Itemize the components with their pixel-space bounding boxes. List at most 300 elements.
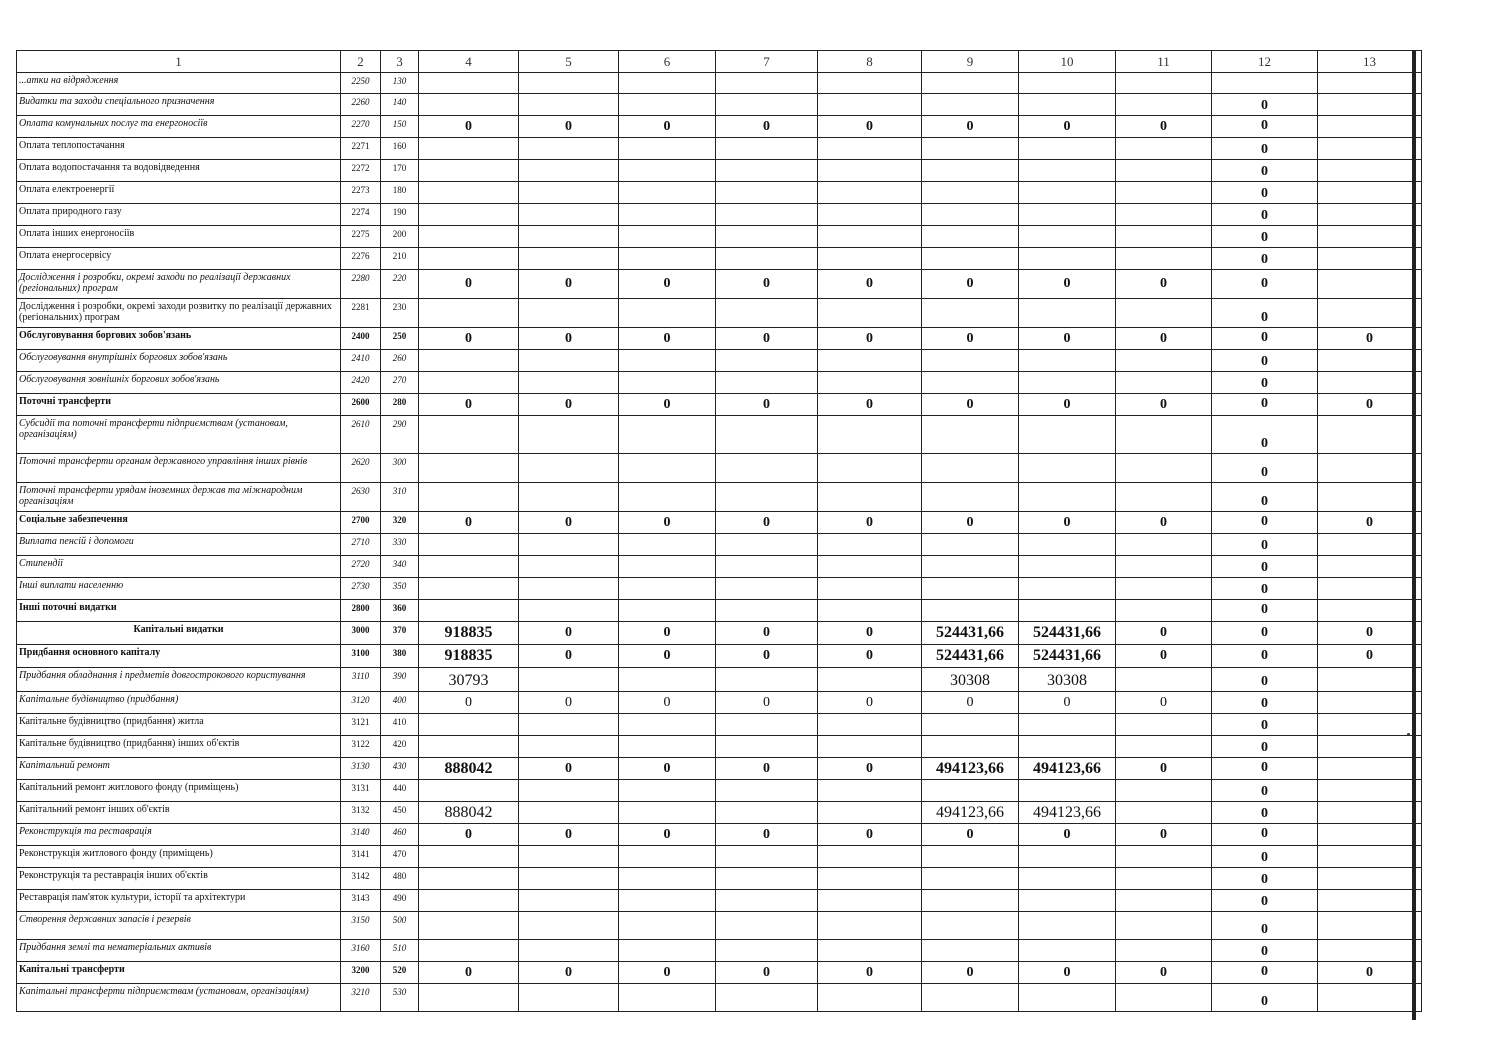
value-cell-col9 [922, 138, 1019, 160]
value-cell-col9: 0 [922, 394, 1019, 416]
value-cell-col10 [1019, 483, 1116, 512]
value-cell-col7 [716, 483, 818, 512]
value-cell-col5: 0 [519, 116, 619, 138]
value-cell-col8 [818, 534, 922, 556]
value-cell-col7 [716, 534, 818, 556]
value-cell-col11: 0 [1116, 270, 1212, 299]
value-cell-col11 [1116, 780, 1212, 802]
value-cell-col5: 0 [519, 758, 619, 780]
header-cell: 7 [716, 51, 818, 73]
value-cell-col12: 0 [1212, 802, 1318, 824]
value-cell-col13 [1318, 578, 1422, 600]
value-cell-col8 [818, 138, 922, 160]
value-cell-col11 [1116, 600, 1212, 622]
value-cell-col7: 0 [716, 394, 818, 416]
value-cell-col8: 0 [818, 328, 922, 350]
value-cell-col12: 0 [1212, 780, 1318, 802]
row-code-cell: 3122 [341, 736, 381, 758]
value-cell-col12: 0 [1212, 328, 1318, 350]
value-cell-col12: 0 [1212, 868, 1318, 890]
value-cell-col7: 0 [716, 962, 818, 984]
table-row [17, 736, 1422, 758]
value-cell-col10: 0 [1019, 328, 1116, 350]
table-row [17, 534, 1422, 556]
value-cell-col10 [1019, 600, 1116, 622]
value-cell-col4: 0 [419, 328, 519, 350]
value-cell-col8: 0 [818, 645, 922, 668]
value-cell-col10: 524431,66 [1019, 622, 1116, 645]
row-code-cell: 3160 [341, 940, 381, 962]
value-cell-col12: 0 [1212, 350, 1318, 372]
row-code-cell: 3210 [341, 984, 381, 1012]
value-cell-col11 [1116, 372, 1212, 394]
value-cell-col6 [619, 600, 716, 622]
value-cell-col7 [716, 138, 818, 160]
value-cell-col5 [519, 600, 619, 622]
value-cell-col8 [818, 714, 922, 736]
value-cell-col8 [818, 940, 922, 962]
value-cell-col12: 0 [1212, 94, 1318, 116]
value-cell-col8: 0 [818, 692, 922, 714]
value-cell-col9 [922, 868, 1019, 890]
value-cell-col6 [619, 204, 716, 226]
value-cell-col9: 494123,66 [922, 758, 1019, 780]
row-name-cell: Капітальний ремонт [17, 758, 341, 780]
value-cell-col8 [818, 226, 922, 248]
row-line-cell: 130 [381, 73, 419, 94]
row-code-cell: 3000 [341, 622, 381, 645]
value-cell-col9 [922, 483, 1019, 512]
table-row [17, 940, 1422, 962]
value-cell-col7 [716, 556, 818, 578]
value-cell-col4: 0 [419, 692, 519, 714]
table-row [17, 138, 1422, 160]
row-name-cell: Поточні трансферти [17, 394, 341, 416]
value-cell-col5 [519, 912, 619, 940]
value-cell-col10 [1019, 912, 1116, 940]
value-cell-col12: 0 [1212, 248, 1318, 270]
value-cell-col7 [716, 912, 818, 940]
row-line-cell: 290 [381, 416, 419, 454]
value-cell-col13: 0 [1318, 645, 1422, 668]
value-cell-col5 [519, 73, 619, 94]
value-cell-col6 [619, 483, 716, 512]
value-cell-col4 [419, 416, 519, 454]
value-cell-col4 [419, 600, 519, 622]
row-code-cell: 2272 [341, 160, 381, 182]
value-cell-col8: 0 [818, 270, 922, 299]
row-line-cell: 340 [381, 556, 419, 578]
row-line-cell: 470 [381, 846, 419, 868]
value-cell-col6 [619, 182, 716, 204]
row-name-cell: Капітальне будівництво (придбання) житла [17, 714, 341, 736]
value-cell-col12: 0 [1212, 204, 1318, 226]
value-cell-col5: 0 [519, 824, 619, 846]
value-cell-col9 [922, 890, 1019, 912]
table-row [17, 912, 1422, 940]
row-name-cell: Капітальні видатки [17, 622, 341, 645]
value-cell-col12: 0 [1212, 270, 1318, 299]
value-cell-col11 [1116, 182, 1212, 204]
value-cell-col4 [419, 534, 519, 556]
table-row [17, 802, 1422, 824]
row-code-cell: 2260 [341, 94, 381, 116]
row-code-cell: 2280 [341, 270, 381, 299]
row-name-cell: Дослідження і розробки, окремі заходи по реалізації державних (регіональних) програм [17, 270, 341, 299]
table-row [17, 890, 1422, 912]
value-cell-col5 [519, 226, 619, 248]
value-cell-col13 [1318, 736, 1422, 758]
value-cell-col12: 0 [1212, 534, 1318, 556]
value-cell-col10 [1019, 846, 1116, 868]
value-cell-col12: 0 [1212, 116, 1318, 138]
value-cell-col10: 0 [1019, 692, 1116, 714]
value-cell-col6 [619, 736, 716, 758]
row-code-cell: 2620 [341, 454, 381, 483]
header-cell: 4 [419, 51, 519, 73]
value-cell-col4: 918835 [419, 645, 519, 668]
header-cell: 1 [17, 51, 341, 73]
value-cell-col10: 0 [1019, 962, 1116, 984]
row-line-cell: 380 [381, 645, 419, 668]
table-row [17, 483, 1422, 512]
value-cell-col4 [419, 890, 519, 912]
row-name-cell: Поточні трансферти урядам іноземних держав та міжнародним організаціям [17, 483, 341, 512]
value-cell-col6 [619, 668, 716, 692]
value-cell-col11 [1116, 912, 1212, 940]
value-cell-col9 [922, 299, 1019, 328]
row-line-cell: 180 [381, 182, 419, 204]
value-cell-col9: 494123,66 [922, 802, 1019, 824]
row-line-cell: 450 [381, 802, 419, 824]
value-cell-col11 [1116, 299, 1212, 328]
row-name-cell: Оплата теплопостачання [17, 138, 341, 160]
row-name-cell: Дослідження і розробки, окремі заходи розвитку по реалізації державних (регіональних) програм [17, 299, 341, 328]
value-cell-col7 [716, 372, 818, 394]
value-cell-col11: 0 [1116, 758, 1212, 780]
value-cell-col9 [922, 416, 1019, 454]
row-line-cell: 330 [381, 534, 419, 556]
row-line-cell: 360 [381, 600, 419, 622]
value-cell-col7 [716, 416, 818, 454]
value-cell-col10 [1019, 94, 1116, 116]
value-cell-col5 [519, 350, 619, 372]
value-cell-col6 [619, 780, 716, 802]
row-code-cell: 2274 [341, 204, 381, 226]
table-row [17, 692, 1422, 714]
value-cell-col8: 0 [818, 116, 922, 138]
row-name-cell: Капітальне будівництво (придбання) інших об'єктів [17, 736, 341, 758]
value-cell-col9 [922, 984, 1019, 1012]
value-cell-col8 [818, 372, 922, 394]
row-name-cell: Інші поточні видатки [17, 600, 341, 622]
value-cell-col13 [1318, 556, 1422, 578]
value-cell-col13 [1318, 758, 1422, 780]
value-cell-col7 [716, 668, 818, 692]
value-cell-col13 [1318, 940, 1422, 962]
value-cell-col8: 0 [818, 394, 922, 416]
row-name-cell: Капітальний ремонт інших об'єктів [17, 802, 341, 824]
value-cell-col6 [619, 714, 716, 736]
value-cell-col7 [716, 940, 818, 962]
value-cell-col6 [619, 248, 716, 270]
value-cell-col11 [1116, 984, 1212, 1012]
value-cell-col4 [419, 912, 519, 940]
row-code-cell: 2700 [341, 512, 381, 534]
value-cell-col13 [1318, 600, 1422, 622]
value-cell-col9: 30308 [922, 668, 1019, 692]
value-cell-col5: 0 [519, 962, 619, 984]
value-cell-col13 [1318, 692, 1422, 714]
value-cell-col13 [1318, 534, 1422, 556]
value-cell-col12: 0 [1212, 160, 1318, 182]
value-cell-col10: 524431,66 [1019, 645, 1116, 668]
value-cell-col8 [818, 416, 922, 454]
table-row [17, 962, 1422, 984]
value-cell-col13 [1318, 780, 1422, 802]
value-cell-col6 [619, 868, 716, 890]
value-cell-col4 [419, 714, 519, 736]
value-cell-col11 [1116, 94, 1212, 116]
value-cell-col9 [922, 350, 1019, 372]
header-row [17, 51, 1422, 73]
row-name-cell: Видатки та заходи спеціального призначення [17, 94, 341, 116]
value-cell-col7 [716, 160, 818, 182]
value-cell-col4: 0 [419, 824, 519, 846]
value-cell-col12 [1212, 73, 1318, 94]
value-cell-col4: 0 [419, 962, 519, 984]
value-cell-col5 [519, 668, 619, 692]
table-row [17, 512, 1422, 534]
row-line-cell: 260 [381, 350, 419, 372]
value-cell-col5: 0 [519, 394, 619, 416]
value-cell-col4 [419, 160, 519, 182]
header-cell: 9 [922, 51, 1019, 73]
value-cell-col12: 0 [1212, 299, 1318, 328]
value-cell-col11: 0 [1116, 328, 1212, 350]
value-cell-col5 [519, 984, 619, 1012]
value-cell-col6: 0 [619, 328, 716, 350]
value-cell-col9 [922, 714, 1019, 736]
value-cell-col6 [619, 890, 716, 912]
value-cell-col12: 0 [1212, 940, 1318, 962]
value-cell-col11 [1116, 248, 1212, 270]
value-cell-col7: 0 [716, 512, 818, 534]
row-code-cell: 3141 [341, 846, 381, 868]
value-cell-col6: 0 [619, 758, 716, 780]
table-row [17, 270, 1422, 299]
value-cell-col9: 0 [922, 824, 1019, 846]
value-cell-col4: 888042 [419, 758, 519, 780]
value-cell-col12: 0 [1212, 846, 1318, 868]
row-line-cell: 500 [381, 912, 419, 940]
value-cell-col11 [1116, 802, 1212, 824]
value-cell-col4 [419, 780, 519, 802]
value-cell-col7 [716, 248, 818, 270]
table-row [17, 668, 1422, 692]
value-cell-col11 [1116, 226, 1212, 248]
row-line-cell: 170 [381, 160, 419, 182]
row-code-cell: 2630 [341, 483, 381, 512]
row-line-cell: 480 [381, 868, 419, 890]
row-code-cell: 2271 [341, 138, 381, 160]
value-cell-col12: 0 [1212, 668, 1318, 692]
value-cell-col13 [1318, 846, 1422, 868]
row-line-cell: 230 [381, 299, 419, 328]
value-cell-col11 [1116, 138, 1212, 160]
value-cell-col8: 0 [818, 758, 922, 780]
value-cell-col6 [619, 372, 716, 394]
value-cell-col8 [818, 802, 922, 824]
row-line-cell: 520 [381, 962, 419, 984]
header-cell: 13 [1318, 51, 1422, 73]
value-cell-col6: 0 [619, 622, 716, 645]
row-line-cell: 250 [381, 328, 419, 350]
header-cell: 3 [381, 51, 419, 73]
row-line-cell: 160 [381, 138, 419, 160]
value-cell-col6 [619, 578, 716, 600]
value-cell-col4: 30793 [419, 668, 519, 692]
value-cell-col12: 0 [1212, 984, 1318, 1012]
value-cell-col12: 0 [1212, 372, 1318, 394]
value-cell-col8: 0 [818, 824, 922, 846]
value-cell-col8 [818, 454, 922, 483]
value-cell-col9 [922, 912, 1019, 940]
row-line-cell: 200 [381, 226, 419, 248]
row-name-cell: Виплата пенсій і допомоги [17, 534, 341, 556]
row-name-cell: Капітальні трансферти підприємствам (установам, організаціям) [17, 984, 341, 1012]
value-cell-col4 [419, 736, 519, 758]
value-cell-col13 [1318, 226, 1422, 248]
value-cell-col8 [818, 984, 922, 1012]
row-line-cell: 440 [381, 780, 419, 802]
row-line-cell: 270 [381, 372, 419, 394]
value-cell-col4 [419, 248, 519, 270]
value-cell-col11 [1116, 890, 1212, 912]
value-cell-col9 [922, 226, 1019, 248]
table-row [17, 204, 1422, 226]
value-cell-col9: 524431,66 [922, 622, 1019, 645]
row-code-cell: 3200 [341, 962, 381, 984]
value-cell-col13 [1318, 868, 1422, 890]
value-cell-col6 [619, 416, 716, 454]
right-border-line [1412, 50, 1416, 1020]
header-cell: 10 [1019, 51, 1116, 73]
value-cell-col8 [818, 350, 922, 372]
value-cell-col6: 0 [619, 116, 716, 138]
value-cell-col11 [1116, 483, 1212, 512]
value-cell-col11 [1116, 73, 1212, 94]
value-cell-col8 [818, 578, 922, 600]
value-cell-col7: 0 [716, 328, 818, 350]
value-cell-col11 [1116, 940, 1212, 962]
value-cell-col6: 0 [619, 645, 716, 668]
table-row [17, 758, 1422, 780]
table-row [17, 984, 1422, 1012]
value-cell-col8 [818, 600, 922, 622]
row-code-cell: 3142 [341, 868, 381, 890]
value-cell-col10 [1019, 204, 1116, 226]
value-cell-col12: 0 [1212, 645, 1318, 668]
value-cell-col12: 0 [1212, 483, 1318, 512]
value-cell-col5: 0 [519, 622, 619, 645]
value-cell-col11: 0 [1116, 116, 1212, 138]
value-cell-col10 [1019, 73, 1116, 94]
value-cell-col11: 0 [1116, 645, 1212, 668]
row-code-cell: 3110 [341, 668, 381, 692]
value-cell-col5 [519, 846, 619, 868]
value-cell-col12: 0 [1212, 138, 1318, 160]
row-name-cell: Субсидії та поточні трансферти підприємствам (установам, організаціям) [17, 416, 341, 454]
value-cell-col4: 888042 [419, 802, 519, 824]
table-row [17, 824, 1422, 846]
value-cell-col13 [1318, 138, 1422, 160]
header-cell: 6 [619, 51, 716, 73]
value-cell-col9 [922, 556, 1019, 578]
value-cell-col13 [1318, 204, 1422, 226]
row-code-cell: 2400 [341, 328, 381, 350]
value-cell-col5 [519, 160, 619, 182]
value-cell-col8 [818, 556, 922, 578]
row-line-cell: 310 [381, 483, 419, 512]
value-cell-col7 [716, 600, 818, 622]
value-cell-col12: 0 [1212, 600, 1318, 622]
value-cell-col11 [1116, 416, 1212, 454]
value-cell-col4 [419, 94, 519, 116]
table-row [17, 578, 1422, 600]
value-cell-col10 [1019, 890, 1116, 912]
value-cell-col9: 0 [922, 692, 1019, 714]
row-name-cell: Капітальний ремонт житлового фонду (приміщень) [17, 780, 341, 802]
value-cell-col11: 0 [1116, 622, 1212, 645]
row-name-cell: Поточні трансферти органам державного управління інших рівнів [17, 454, 341, 483]
row-name-cell: Обслуговування зовнішніх боргових зобов'язань [17, 372, 341, 394]
row-line-cell: 190 [381, 204, 419, 226]
value-cell-col7 [716, 846, 818, 868]
row-code-cell: 3130 [341, 758, 381, 780]
value-cell-col8 [818, 204, 922, 226]
row-name-cell: Обслуговування боргових зобов'язань [17, 328, 341, 350]
table-row [17, 416, 1422, 454]
row-code-cell: 2420 [341, 372, 381, 394]
value-cell-col5 [519, 204, 619, 226]
row-name-cell: Реконструкція та реставрація [17, 824, 341, 846]
value-cell-col7: 0 [716, 692, 818, 714]
table-row [17, 248, 1422, 270]
value-cell-col4 [419, 182, 519, 204]
value-cell-col13 [1318, 350, 1422, 372]
value-cell-col12: 0 [1212, 912, 1318, 940]
value-cell-col6 [619, 912, 716, 940]
table-row [17, 94, 1422, 116]
value-cell-col5 [519, 299, 619, 328]
value-cell-col10: 0 [1019, 824, 1116, 846]
value-cell-col10 [1019, 248, 1116, 270]
row-code-cell: 3100 [341, 645, 381, 668]
value-cell-col8: 0 [818, 622, 922, 645]
value-cell-col6 [619, 984, 716, 1012]
value-cell-col9 [922, 534, 1019, 556]
row-code-cell: 3121 [341, 714, 381, 736]
value-cell-col5 [519, 483, 619, 512]
value-cell-col5 [519, 868, 619, 890]
value-cell-col6 [619, 454, 716, 483]
budget-table [16, 50, 1422, 1012]
value-cell-col5 [519, 802, 619, 824]
value-cell-col5 [519, 940, 619, 962]
value-cell-col10 [1019, 160, 1116, 182]
value-cell-col4: 0 [419, 116, 519, 138]
